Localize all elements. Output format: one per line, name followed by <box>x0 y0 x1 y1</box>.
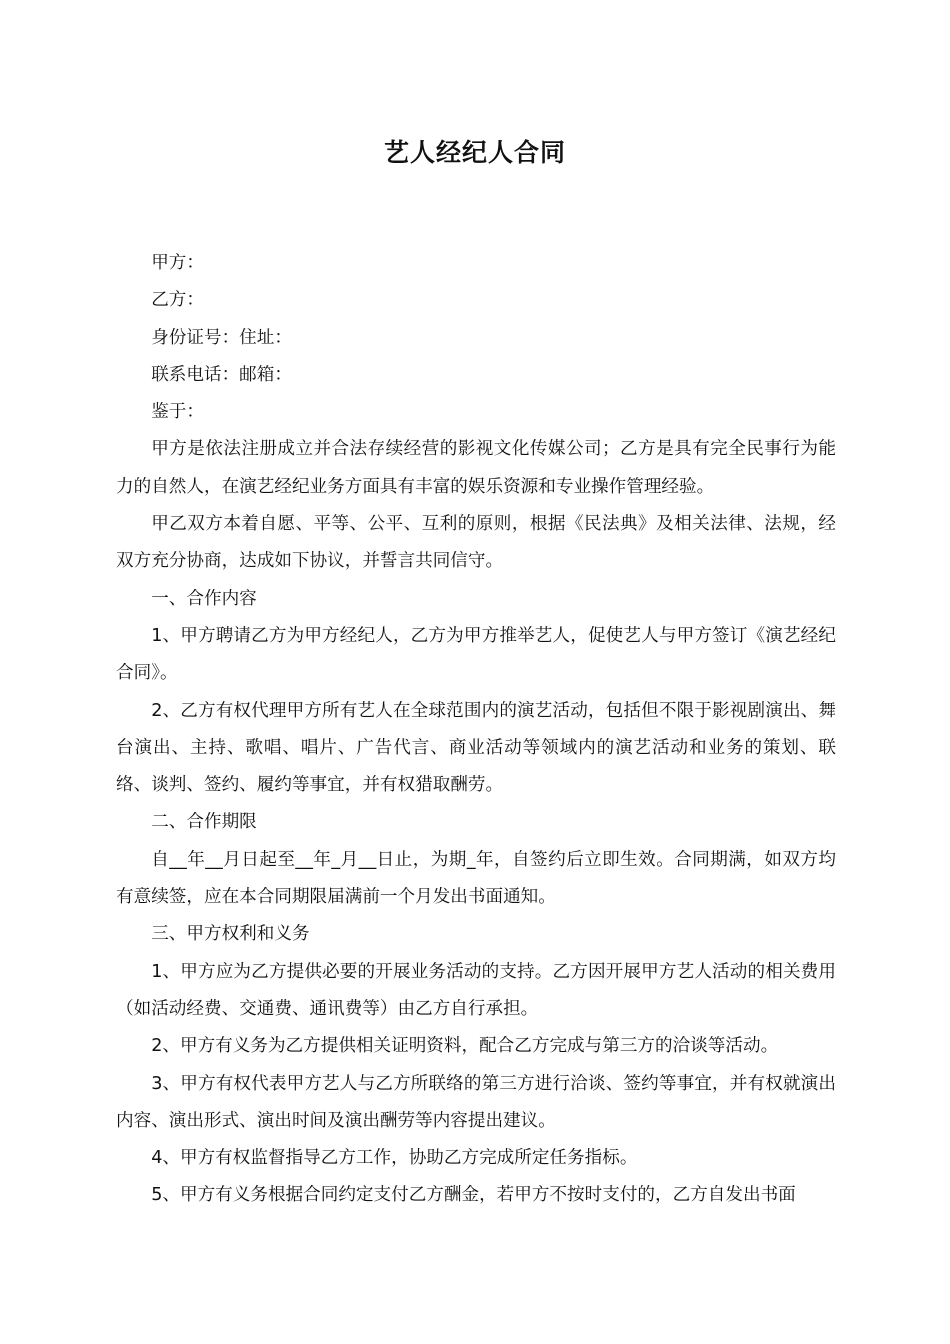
section-heading-party-a-rights: 三、甲方权利和义务 <box>151 924 310 945</box>
paragraph-principles: 甲乙双方本着自愿、平等、公平、互利的原则，根据《民法典》及相关法律、法规，经双方充分协商，达成如下协议，并誓言共同信守。 <box>116 514 836 572</box>
paragraph-id-address: 身份证号：住址： <box>151 327 292 348</box>
paragraph-background: 甲方是依法注册成立并合法存续经营的影视文化传媒公司；乙方是具有完全民事行为能力的自然人，在演艺经纪业务方面具有丰富的娱乐资源和专业操作管理经验。 <box>116 439 836 497</box>
clause-3-3: 3、甲方有权代表甲方艺人与乙方所联络的第三方进行洽谈、签约等事宜，并有权就演出内容、演出形式、演出时间及演出酬劳等内容提出建议。 <box>116 1073 836 1131</box>
paragraph-party-a: 甲方： <box>151 253 204 273</box>
paragraph-whereas: 鉴于： <box>151 402 204 423</box>
clause-1-2: 2、乙方有权代理甲方所有艺人在全球范围内的演艺活动，包括但不限于影视剧演出、舞台演出、主持、歌唱、唱片、广告代言、商业活动等领域内的演艺活动和业务的策划、联络、谈判、签约、履约等事宜，并有权猎取酬劳。 <box>116 700 836 796</box>
document-title: 艺人经纪人合同 <box>383 138 566 167</box>
clause-term: 自__年__月日起至__年_月__日止，为期_年，自签约后立即生效。合同期满，如双方均有意续签，应在本合同期限届满前一个月发出书面通知。 <box>116 849 836 908</box>
clause-3-4: 4、甲方有权监督指导乙方工作，协助乙方完成所定任务指标。 <box>151 1148 638 1169</box>
clause-3-1: 1、甲方应为乙方提供必要的开展业务活动的支持。乙方因开展甲方艺人活动的相关费用（如活动经费、交通费、通讯费等）由乙方自行承担。 <box>116 961 836 1019</box>
paragraph-party-b: 乙方： <box>151 290 204 311</box>
document-body <box>116 245 836 1215</box>
paragraph-phone-email: 联系电话：邮箱： <box>151 364 292 385</box>
clause-3-2: 2、甲方有义务为乙方提供相关证明资料，配合乙方完成与第三方的洽谈等活动。 <box>151 1036 779 1057</box>
clause-1-1: 1、甲方聘请乙方为甲方经纪人，乙方为甲方推举艺人，促使艺人与甲方签订《演艺经纪合同》。 <box>116 625 836 684</box>
section-heading-cooperation-content: 一、合作内容 <box>151 588 257 609</box>
clause-3-5: 5、甲方有义务根据合同约定支付乙方酬金，若甲方不按时支付的，乙方自发出书面 <box>151 1185 796 1206</box>
section-heading-cooperation-term: 二、合作期限 <box>151 812 257 833</box>
